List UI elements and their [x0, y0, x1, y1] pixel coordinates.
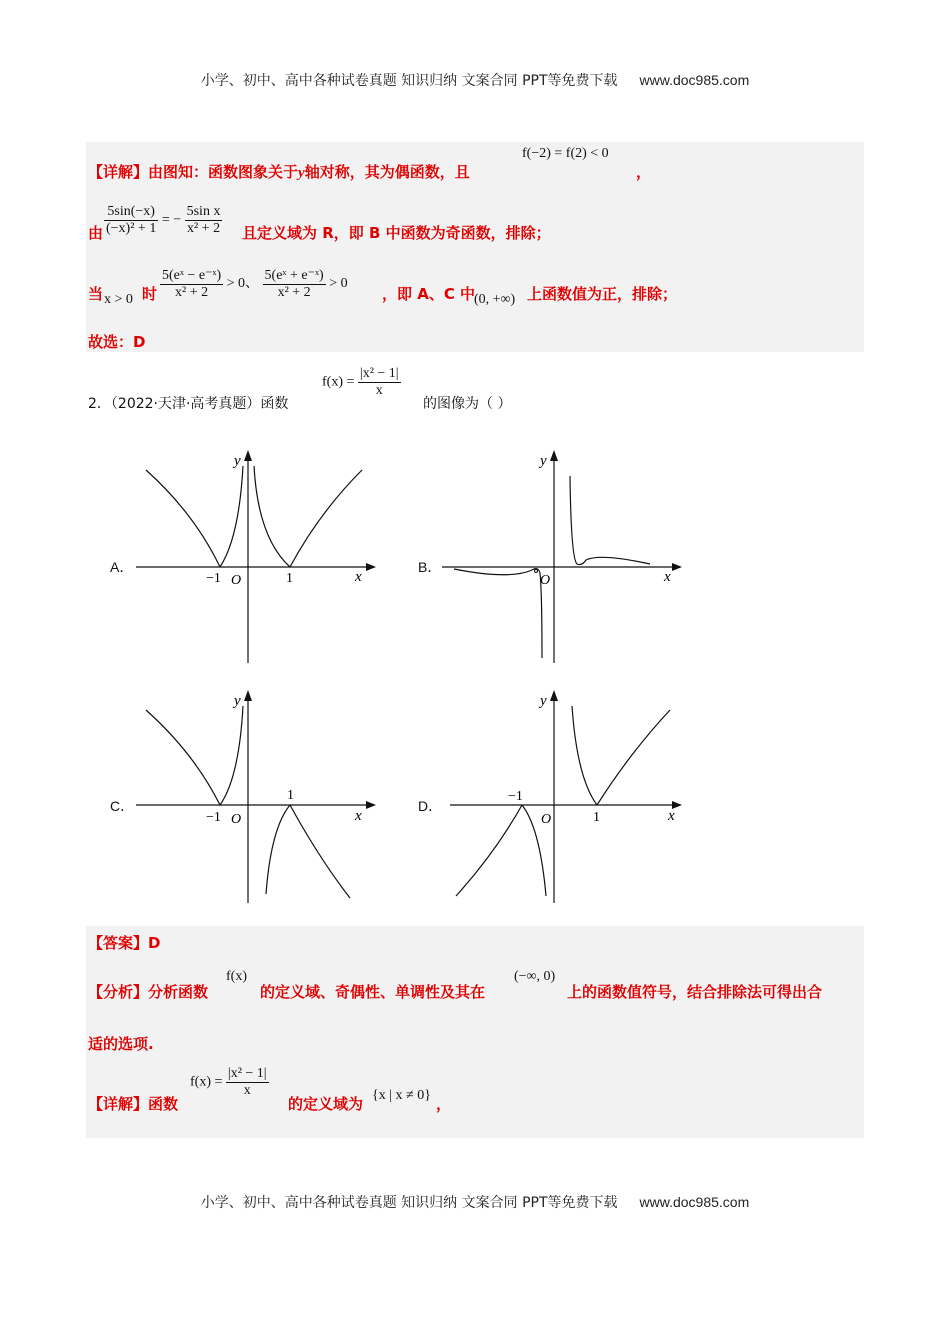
curve-dip-marker	[535, 570, 538, 573]
solution1-line3-prefix: 当	[88, 285, 104, 303]
y-label: y	[234, 693, 241, 709]
curve-right-inner	[254, 466, 290, 567]
curve-left-outer	[146, 710, 220, 805]
detail-end: ，	[436, 1095, 452, 1113]
y-axis-arrow	[244, 690, 252, 701]
x-label: x	[355, 569, 362, 585]
graph-d	[440, 688, 690, 908]
tick-neg1: −1	[206, 571, 221, 586]
curve-right-outer	[597, 710, 670, 805]
solution1-fmath: f(−2) = f(2) < 0	[522, 146, 609, 161]
y-label: y	[540, 693, 547, 709]
solution1-line3-interval: (0, +∞)	[474, 292, 516, 307]
origin-label: O	[231, 812, 242, 827]
tick-pos1: 1	[286, 571, 293, 586]
x-axis-arrow	[366, 563, 376, 571]
solution1-line3-when: 时	[142, 285, 158, 303]
option-a-label[interactable]: A．	[110, 559, 134, 575]
header-url[interactable]: www.doc985.com	[639, 72, 750, 88]
curve-right	[570, 476, 650, 565]
y-axis-arrow	[550, 450, 558, 461]
origin-label: O	[540, 573, 551, 588]
y-label: y	[234, 453, 241, 469]
y-axis-arrow	[244, 450, 252, 461]
x-axis-arrow	[366, 801, 376, 809]
page-header	[0, 70, 950, 90]
tick-neg1: −1	[508, 789, 523, 804]
detail-function: f(x) = $\frac{\text{|x² − 1|}}{x}$	[190, 1066, 267, 1098]
tick-pos1: 1	[287, 788, 294, 803]
footer-url[interactable]: www.doc985.com	[639, 1194, 750, 1210]
option-b-label[interactable]: B．	[418, 559, 442, 575]
footer-text: 小学、初中、高中各种试卷真题 知识归纳 文案合同 PPT等免费下载	[200, 1195, 618, 1211]
analysis-rest: 上的函数值符号，结合排除法可得出合	[567, 983, 823, 1001]
curve-right-outer	[290, 470, 362, 567]
x-label: x	[355, 808, 362, 824]
analysis-line2: 适的选项.	[88, 1035, 154, 1053]
x-label: x	[668, 808, 675, 824]
solution1-line3-text2: 上函数值为正，排除；	[527, 285, 678, 303]
detail-mid: 的定义域为	[288, 1095, 364, 1113]
tick-neg1: −1	[206, 810, 221, 825]
curve-right-inner	[266, 805, 290, 894]
origin-label: O	[541, 812, 552, 827]
solution1-line4: 故选：D	[88, 333, 146, 351]
detail-domain: {x | x ≠ 0}	[372, 1088, 431, 1103]
question2-function: f(x) = $\frac{\text{|x² − 1|}}{x}$	[322, 366, 399, 398]
y-axis-arrow	[550, 690, 558, 701]
option-d-label[interactable]: D．	[418, 798, 443, 814]
x-label: x	[664, 569, 671, 585]
x-axis-arrow	[672, 563, 682, 571]
graph-a	[134, 448, 384, 668]
question2-prefix: 2．（2022·天津·高考真题）函数	[88, 396, 289, 412]
solution1-line3-text1: ，即 A、C 中	[382, 285, 476, 303]
solution1-line3-math: $\frac{\text{5(eˣ − e⁻ˣ)}}{\text{x² + 2}}$ > 0、 $\frac{\text{5(eˣ + e⁻ˣ)}}{\text{x² + 2}}$ > 0	[162, 268, 348, 300]
solution1-line3-cond: x > 0	[104, 292, 133, 307]
curve-left-inner	[220, 466, 243, 567]
origin-label: O	[231, 573, 242, 588]
curve-left-inner	[220, 706, 243, 805]
detail-label: 【详解】函数	[88, 1095, 179, 1113]
curve-left	[454, 569, 542, 658]
question2-suffix: 的图像为（ ）	[423, 396, 512, 412]
answer-box	[86, 926, 864, 1138]
curve-left-outer	[146, 470, 220, 567]
solution1-line2-math: $\frac{5\sin(-x)}{\text{(−x)² + 1}}$ = − $\frac{\text{5sin x}}{\text{x² + 2}}$	[106, 204, 221, 236]
y-label: y	[540, 453, 547, 469]
tick-pos1: 1	[593, 810, 600, 825]
solution1-line1: 【详解】由图知：函数图象关于y轴对称，其为偶函数，且	[88, 163, 470, 181]
analysis-label: 【分析】分析函数	[88, 983, 209, 1001]
curve-right-outer	[290, 805, 350, 898]
graph-c	[134, 688, 384, 908]
solution1-comma: ，	[636, 163, 652, 181]
curve-right-inner	[572, 706, 597, 805]
solution1-line2-text: 且定义域为 R，即 B 中函数为奇函数，排除；	[242, 224, 551, 242]
analysis-mid: 的定义域、奇偶性、单调性及其在	[260, 983, 486, 1001]
solution1-line2-prefix: 由	[88, 224, 104, 242]
page-footer	[0, 1192, 950, 1212]
option-c-label[interactable]: C．	[110, 798, 135, 814]
header-text: 小学、初中、高中各种试卷真题 知识归纳 文案合同 PPT等免费下载	[200, 73, 618, 89]
analysis-f: f(x)	[226, 969, 247, 984]
graph-b	[440, 448, 690, 668]
answer-line: 【答案】D	[88, 934, 161, 952]
curve-left-outer	[456, 805, 522, 896]
analysis-interval: (−∞, 0)	[514, 969, 556, 984]
